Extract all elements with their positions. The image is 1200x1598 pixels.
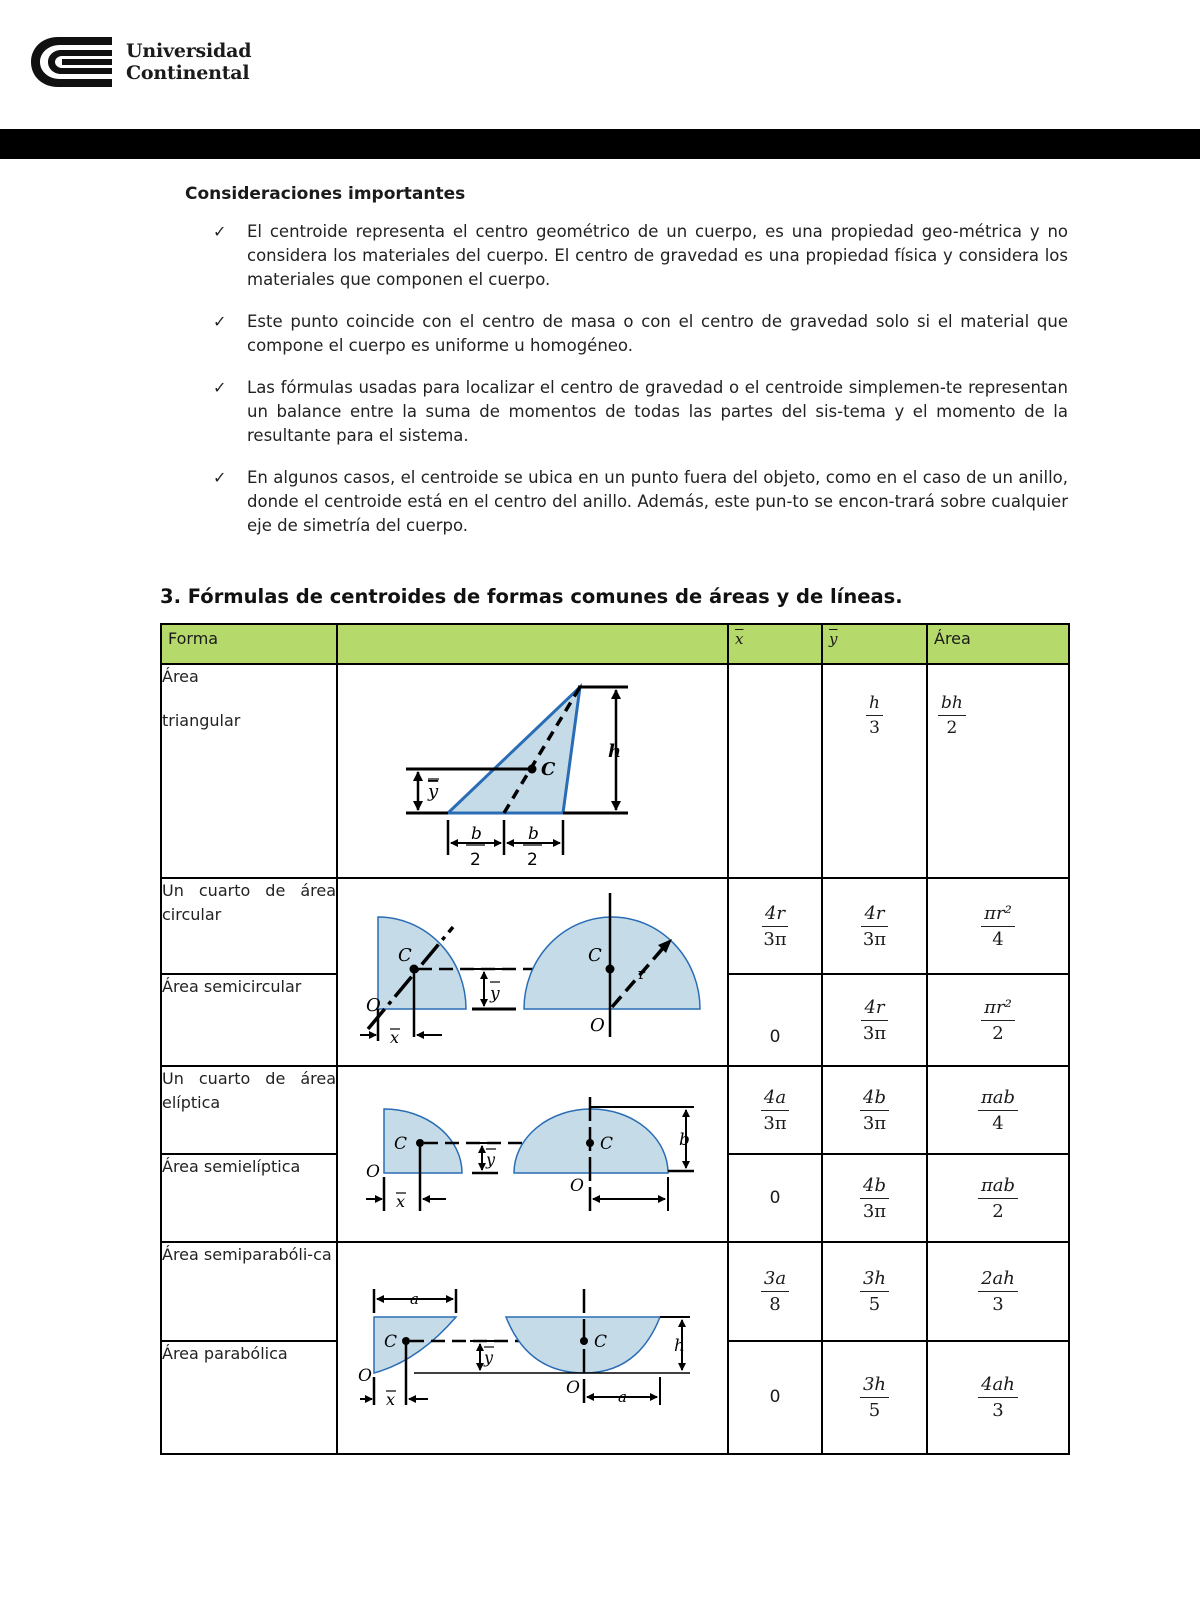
x-cell: 0 <box>728 1154 822 1242</box>
logo-mark-icon <box>28 33 114 91</box>
y-cell: $\frac{4b}{3\pi}$ <box>822 1066 927 1154</box>
shape-name: Un cuarto de área elíptica <box>161 1066 337 1154</box>
bullet-text: En algunos casos, el centroide se ubica en un punto fuera del objeto, como en el caso de un anillo, donde el centroide está en el centro del anillo. Además, este pun-to se encon-trará sobre cualquier eje de simetría del cuerpo. <box>247 468 1068 535</box>
parabola-diagram <box>338 1243 725 1453</box>
table-header-row <box>161 624 1069 664</box>
parabola-figure <box>337 1242 728 1454</box>
shape-name: Área semiparabóli-ca <box>161 1242 337 1341</box>
logo-line-1: Universidad <box>126 40 252 62</box>
shape-name: Un cuarto de área circular <box>161 878 337 974</box>
table-row <box>161 664 1069 878</box>
bullet-text: Las fórmulas usadas para localizar el centro de gravedad o el centroide simplemen-te representan un balance entre la suma de momentos de todas las partes del sis-tema y el momento de la resultante para el sistema. <box>247 378 1068 445</box>
origin-label: O <box>366 995 381 1016</box>
table-row <box>161 1242 1069 1341</box>
logo-wordmark <box>126 40 251 84</box>
centroid-table <box>160 623 1070 1455</box>
list-item <box>160 310 1068 358</box>
header-x: $\overline{x}$ <box>728 624 822 664</box>
area-cell: $\frac{\text{πab}}{4}$ <box>927 1066 1069 1154</box>
origin-label: O <box>358 1366 372 1386</box>
height-label: h <box>608 741 622 762</box>
y-cell: $\frac{3h}{5}$ <box>822 1341 927 1454</box>
checkmark-icon: ✓ <box>213 312 227 331</box>
triangle-diagram <box>338 665 725 877</box>
ybar-label: y <box>490 984 500 1004</box>
shape-name: Área semicircular <box>161 974 337 1066</box>
considerations-list <box>160 220 1068 538</box>
origin-label: O <box>570 1176 584 1196</box>
list-item <box>160 220 1068 292</box>
ybar-label: y <box>484 1348 494 1367</box>
header-bar <box>0 129 1200 159</box>
shape-name: Área parabólica <box>161 1341 337 1454</box>
area-cell: $\frac{4ah}{3}$ <box>927 1341 1069 1454</box>
b-label: b <box>471 824 482 844</box>
centroid-label: C <box>398 945 412 966</box>
checkmark-icon: ✓ <box>213 468 227 487</box>
b-label: b <box>679 1130 690 1150</box>
xbar-label: x <box>396 1192 406 1211</box>
table-row <box>161 878 1069 974</box>
shape-name: Área triangular <box>161 664 337 878</box>
ellipse-diagram <box>338 1067 725 1241</box>
header-figure <box>337 624 728 664</box>
area-cell: $\frac{\text{πr²}}{4}$ <box>927 878 1069 974</box>
circle-figure <box>337 878 728 1066</box>
section-heading: 3. Fórmulas de centroides de formas comunes de áreas y de líneas. <box>160 585 903 608</box>
centroid-label: C <box>600 1134 614 1154</box>
area-cell: $\frac{bh}{2}$ <box>927 664 1069 878</box>
xbar-label: x <box>390 1028 400 1047</box>
ybar-label: y <box>428 781 439 802</box>
section-subtitle: Consideraciones importantes <box>185 184 466 204</box>
considerations-section <box>160 184 1068 556</box>
ellipse-figure <box>337 1066 728 1242</box>
a-label: a <box>618 1388 627 1406</box>
centroid-label: C <box>594 1332 608 1352</box>
bullet-text: Este punto coincide con el centro de masa o con el centro de gravedad solo si el material que compone el cuerpo es uniforme u homogéneo. <box>247 312 1068 355</box>
x-cell <box>728 664 822 878</box>
y-cell: $\frac{4r}{3\pi}$ <box>822 878 927 974</box>
triangle-figure <box>337 664 728 878</box>
x-cell: $\frac{3a}{8}$ <box>728 1242 822 1341</box>
header-forma: Forma <box>161 624 337 664</box>
y-cell: $\frac{h}{3}$ <box>822 664 927 878</box>
x-cell: $\frac{4a}{3\pi}$ <box>728 1066 822 1154</box>
header-y: $\overline{y}$ <box>822 624 927 664</box>
x-cell: 0 <box>728 1341 822 1454</box>
checkmark-icon: ✓ <box>213 378 227 397</box>
university-logo <box>28 33 251 91</box>
h-label: h <box>674 1336 685 1356</box>
b-label: b <box>528 824 539 844</box>
list-item <box>160 376 1068 448</box>
bullet-text: El centroide representa el centro geométrico de un cuerpo, es una propiedad geo-métrica y no considera los materiales del cuerpo. El centro de gravedad es una propiedad física y considera los materiales que componen el cuerpo. <box>247 222 1068 289</box>
x-cell: $\frac{4r}{3\pi}$ <box>728 878 822 974</box>
two-label: 2 <box>527 850 538 870</box>
header-area: Área <box>927 624 1069 664</box>
y-cell: $\frac{3h}{5}$ <box>822 1242 927 1341</box>
y-cell: $\frac{4b}{3\pi}$ <box>822 1154 927 1242</box>
origin-label: O <box>366 1162 380 1182</box>
centroid-label: C <box>588 945 602 966</box>
area-cell: $\frac{\text{πab}}{2}$ <box>927 1154 1069 1242</box>
two-label: 2 <box>470 850 481 870</box>
list-item <box>160 466 1068 538</box>
centroid-label: C <box>384 1332 398 1352</box>
area-cell: $\frac{2ah}{3}$ <box>927 1242 1069 1341</box>
circle-diagram <box>338 879 725 1065</box>
logo-line-2: Continental <box>126 62 250 84</box>
centroid-label: C <box>394 1134 408 1154</box>
area-cell: $\frac{\text{πr²}}{2}$ <box>927 974 1069 1066</box>
checkmark-icon: ✓ <box>213 222 227 241</box>
table-row <box>161 1066 1069 1154</box>
xbar-label: x <box>386 1390 396 1409</box>
shape-name: Área semielíptica <box>161 1154 337 1242</box>
origin-label: O <box>590 1015 605 1036</box>
radius-label: r <box>638 965 646 983</box>
origin-label: O <box>566 1378 580 1398</box>
y-cell: $\frac{4r}{3\pi}$ <box>822 974 927 1066</box>
ybar-label: y <box>486 1150 496 1169</box>
x-cell: 0 <box>728 974 822 1066</box>
centroid-label: C <box>541 759 556 780</box>
a-label: a <box>410 1290 419 1308</box>
